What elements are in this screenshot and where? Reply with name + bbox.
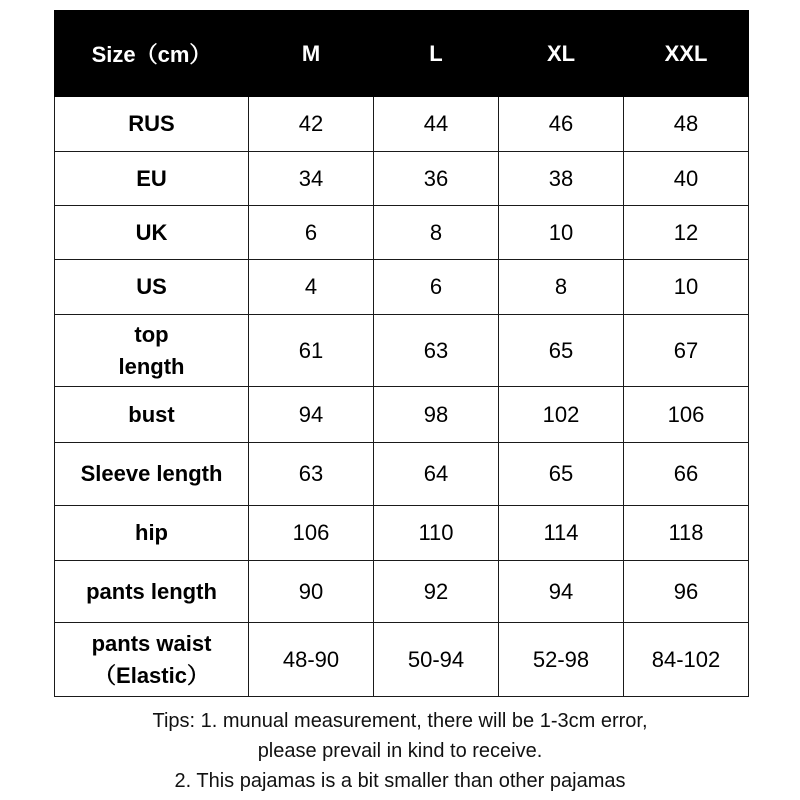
row-label-line: （Elastic） — [94, 662, 209, 688]
value-cell-l: 110 — [374, 506, 499, 561]
value-cell-xl: 52-98 — [499, 623, 624, 697]
value-cell-m: 6 — [249, 206, 374, 260]
value-cell-l: 44 — [374, 97, 499, 152]
tips-line-1: Tips: 1. munual measurement, there will be 1-3cm error, — [152, 710, 648, 732]
value-cell-xl: 65 — [499, 443, 624, 506]
value-cell-xxl: 12 — [624, 206, 749, 260]
header-size-l: L — [374, 11, 499, 97]
value-cell-xxl: 66 — [624, 443, 749, 506]
value-cell-l: 36 — [374, 152, 499, 206]
row-label-line: top — [134, 321, 169, 347]
value-cell-xxl: 48 — [624, 97, 749, 152]
table-row — [55, 623, 749, 697]
value-cell-m: 4 — [249, 260, 374, 315]
table-row — [55, 561, 749, 623]
header-size-cm: Size（cm） — [55, 11, 249, 97]
row-label — [55, 152, 249, 206]
row-label-line: bust — [128, 401, 175, 427]
table-row — [55, 506, 749, 561]
table-row — [55, 97, 749, 152]
value-cell-xxl: 67 — [624, 315, 749, 387]
value-cell-m: 48-90 — [249, 623, 374, 697]
header-size-xl: XL — [499, 11, 624, 97]
value-cell-l: 8 — [374, 206, 499, 260]
value-cell-xxl: 106 — [624, 387, 749, 443]
value-cell-m: 63 — [249, 443, 374, 506]
row-label — [55, 506, 249, 561]
table-row — [55, 443, 749, 506]
value-cell-xl: 102 — [499, 387, 624, 443]
value-cell-l: 98 — [374, 387, 499, 443]
value-cell-xxl: 118 — [624, 506, 749, 561]
row-label-line: US — [136, 274, 167, 299]
value-cell-xl: 10 — [499, 206, 624, 260]
tips-line-3: 2. This pajamas is a bit smaller than other pajamas — [174, 770, 626, 792]
value-cell-m: 61 — [249, 315, 374, 387]
value-cell-m: 106 — [249, 506, 374, 561]
row-label — [55, 315, 249, 387]
value-cell-m: 94 — [249, 387, 374, 443]
row-label — [55, 387, 249, 443]
row-label-line: EU — [136, 165, 167, 191]
tips-line-2: please prevail in kind to receive. — [257, 740, 543, 762]
table-row — [55, 260, 749, 315]
value-cell-l: 63 — [374, 315, 499, 387]
value-cell-m: 34 — [249, 152, 374, 206]
value-cell-l: 92 — [374, 561, 499, 623]
header-size-xxl: XXL — [624, 11, 749, 97]
table-row — [55, 387, 749, 443]
row-label-line: Sleeve length — [80, 461, 223, 486]
table-row — [55, 152, 749, 206]
row-label-line: RUS — [128, 111, 175, 136]
value-cell-xxl: 96 — [624, 561, 749, 623]
row-label — [55, 443, 249, 506]
row-label-line: pants waist — [91, 630, 212, 656]
size-chart-header — [55, 11, 749, 97]
row-label — [55, 260, 249, 315]
value-cell-l: 6 — [374, 260, 499, 315]
row-label-line: UK — [135, 219, 168, 245]
row-label — [55, 97, 249, 152]
size-chart-table — [54, 10, 749, 697]
header-row — [55, 11, 749, 97]
table-row — [55, 315, 749, 387]
value-cell-xl: 65 — [499, 315, 624, 387]
value-cell-xl: 8 — [499, 260, 624, 315]
value-cell-xl: 38 — [499, 152, 624, 206]
value-cell-xxl: 10 — [624, 260, 749, 315]
value-cell-xl: 94 — [499, 561, 624, 623]
row-label-line: length — [118, 353, 185, 379]
header-size-m: M — [249, 11, 374, 97]
value-cell-m: 90 — [249, 561, 374, 623]
row-label-line: pants length — [86, 578, 217, 604]
table-row — [55, 206, 749, 260]
row-label-line: hip — [135, 520, 168, 545]
value-cell-xxl: 40 — [624, 152, 749, 206]
row-label — [55, 206, 249, 260]
value-cell-xl: 114 — [499, 506, 624, 561]
row-label — [55, 561, 249, 623]
value-cell-l: 64 — [374, 443, 499, 506]
value-cell-xxl: 84-102 — [624, 623, 749, 697]
value-cell-xl: 46 — [499, 97, 624, 152]
row-label — [55, 623, 249, 697]
value-cell-m: 42 — [249, 97, 374, 152]
tips-note — [0, 706, 800, 796]
size-chart-body — [55, 97, 749, 697]
value-cell-l: 50-94 — [374, 623, 499, 697]
